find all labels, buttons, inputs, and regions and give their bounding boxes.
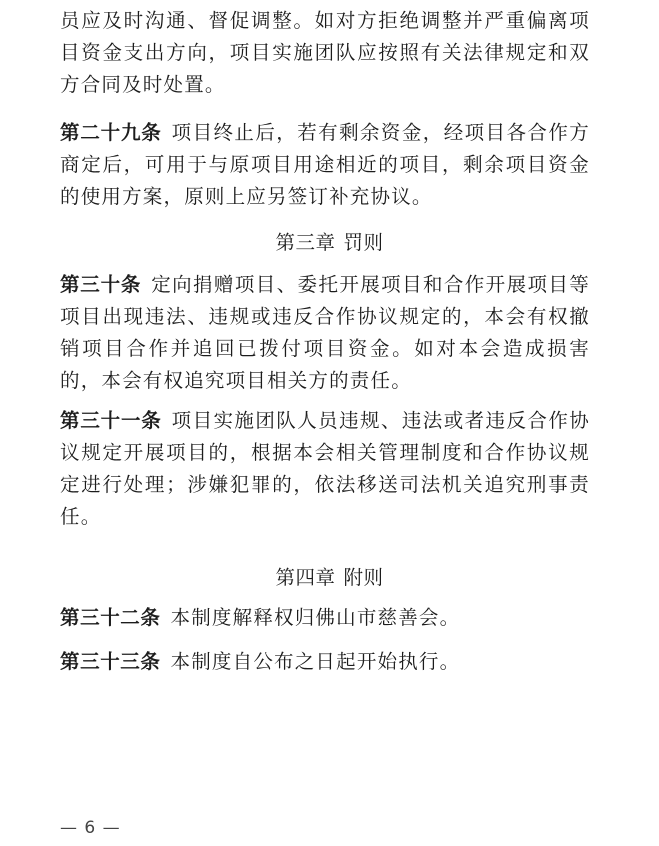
article-32-label: 第三十二条	[60, 606, 161, 629]
article-31-text: 项目实施团队人员违规、违法或者违反合作协议规定开展项目的，根据本会相关管理制度和合作协议规定进行处理；涉嫌犯罪的，依法移送司法机关追究刑事责任。	[60, 409, 590, 528]
chapter-3-name: 罚则	[343, 231, 384, 254]
intro-paragraph-text: 员应及时沟通、督促调整。如对方拒绝调整并严重偏离项目资金支出方向，项目实施团队应按照有关法律规定和双方合同及时处置。	[60, 9, 590, 96]
article-33-text: 本制度自公布之日起开始执行。	[170, 650, 461, 673]
article-29-text: 项目终止后，若有剩余资金，经项目各合作方商定后，可用于与原项目用途相近的项目，剩余项目资金的使用方案，原则上应另签订补充协议。	[60, 121, 590, 208]
article-29-label: 第二十九条	[60, 121, 162, 144]
chapter-3-heading	[0, 228, 659, 258]
chapter-3-number: 第三章	[275, 231, 336, 254]
article-30-label: 第三十条	[60, 273, 142, 296]
intro-paragraph	[60, 5, 590, 101]
chapter-4-number: 第四章	[275, 566, 336, 589]
article-30-text: 定向捐赠项目、委托开展项目和合作开展项目等项目出现违法、违规或违反合作协议规定的，本会有权撤销项目合作并追回已拨付项目资金。如对本会造成损害的，本会有权追究项目相关方的责任。	[60, 273, 590, 392]
article-32	[60, 602, 590, 634]
article-33	[60, 646, 590, 678]
article-29	[60, 117, 590, 213]
article-32-text: 本制度解释权归佛山市慈善会。	[170, 606, 461, 629]
article-31	[60, 405, 590, 533]
article-33-label: 第三十三条	[60, 650, 161, 673]
chapter-4-name: 附则	[343, 566, 384, 589]
article-30	[60, 269, 590, 397]
page-number: — 6 —	[60, 818, 121, 838]
article-31-label: 第三十一条	[60, 409, 162, 432]
chapter-4-heading	[0, 563, 659, 593]
